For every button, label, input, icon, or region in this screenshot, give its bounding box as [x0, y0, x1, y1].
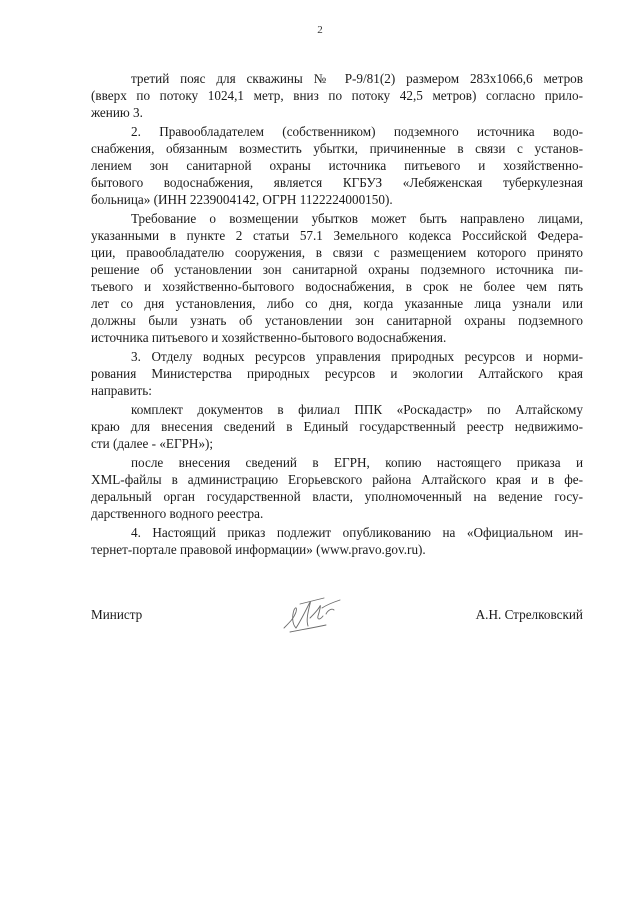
text-line: должны были узнать об установлении зон санитарной охраны подземного — [91, 313, 583, 328]
signatory-name: А.Н. Стрелковский — [475, 607, 583, 622]
text-line: рования Министерства природных ресурсов и экологии Алтайского края — [91, 366, 583, 381]
text-line: 3. Отделу водных ресурсов управления природных ресурсов и норми- — [131, 349, 583, 364]
text-line: направить: — [91, 383, 152, 398]
text-line: бытового водоснабжения, является КГБУЗ «Лебяженская туберкулезная — [91, 175, 583, 190]
text-line: лением зон санитарной охраны источника питьевого и хозяйственно- — [91, 158, 583, 173]
text-line: жению 3. — [91, 105, 143, 120]
text-line: снабжения, обязанным возместить убытки, причиненные в связи с установ- — [91, 141, 583, 156]
text-line: краю для внесения сведений в Единый государственный реестр недвижимо- — [91, 419, 583, 434]
signatory-title: Министр — [91, 607, 143, 622]
text-line: больница» (ИНН 2239004142, ОГРН 1122224000150). — [91, 192, 393, 207]
text-line: 4. Настоящий приказ подлежит опубликованию на «Официальном ин- — [131, 525, 583, 540]
text-line: источника питьевого и хозяйственно-бытового водоснабжения. — [91, 330, 447, 345]
text-line: 2. Правообладателем (собственником) подземного источника водо- — [131, 124, 583, 139]
text-line: тьевого и хозяйственно-бытового водоснабжения, в срок не более чем пять — [91, 279, 583, 294]
text-line: тернет-портале правовой информации» (www.pravo.gov.ru). — [91, 542, 426, 557]
text-line: дарственного водного реестра. — [91, 506, 264, 521]
text-line: XML-файлы в администрацию Егорьевского района Алтайского края и в фе- — [91, 472, 583, 487]
text-line: ции, правообладателю сооружения, в связи с размещением которого принято — [91, 245, 583, 260]
text-line: деральный орган государственной власти, уполномоченный на ведение госу- — [91, 489, 583, 504]
handwritten-signature — [280, 588, 390, 638]
text-line: указанными в пункте 2 статьи 57.1 Земельного кодекса Российской Федера- — [91, 228, 583, 243]
text-line: сти (далее - «ЕГРН»); — [91, 436, 214, 451]
text-line: лет со дня установления, либо со дня, когда указанные лица узнали или — [91, 296, 583, 311]
text-line: после внесения сведений в ЕГРН, копию настоящего приказа и — [131, 455, 583, 470]
text-line: комплект документов в филиал ППК «Роскадастр» по Алтайскому — [131, 402, 583, 417]
text-line: третий пояс для скважины № Р-9/81(2) размером 283x1066,6 метров — [131, 71, 583, 86]
text-line: (вверх по потоку 1024,1 метр, вниз по потоку 42,5 метров) согласно прило- — [91, 88, 583, 103]
page-number: 2 — [317, 24, 323, 36]
text-line: Требование о возмещении убытков может быть направлено лицами, — [131, 211, 583, 226]
text-line: решение об установлении зон санитарной охраны подземного источника пи- — [91, 262, 583, 277]
